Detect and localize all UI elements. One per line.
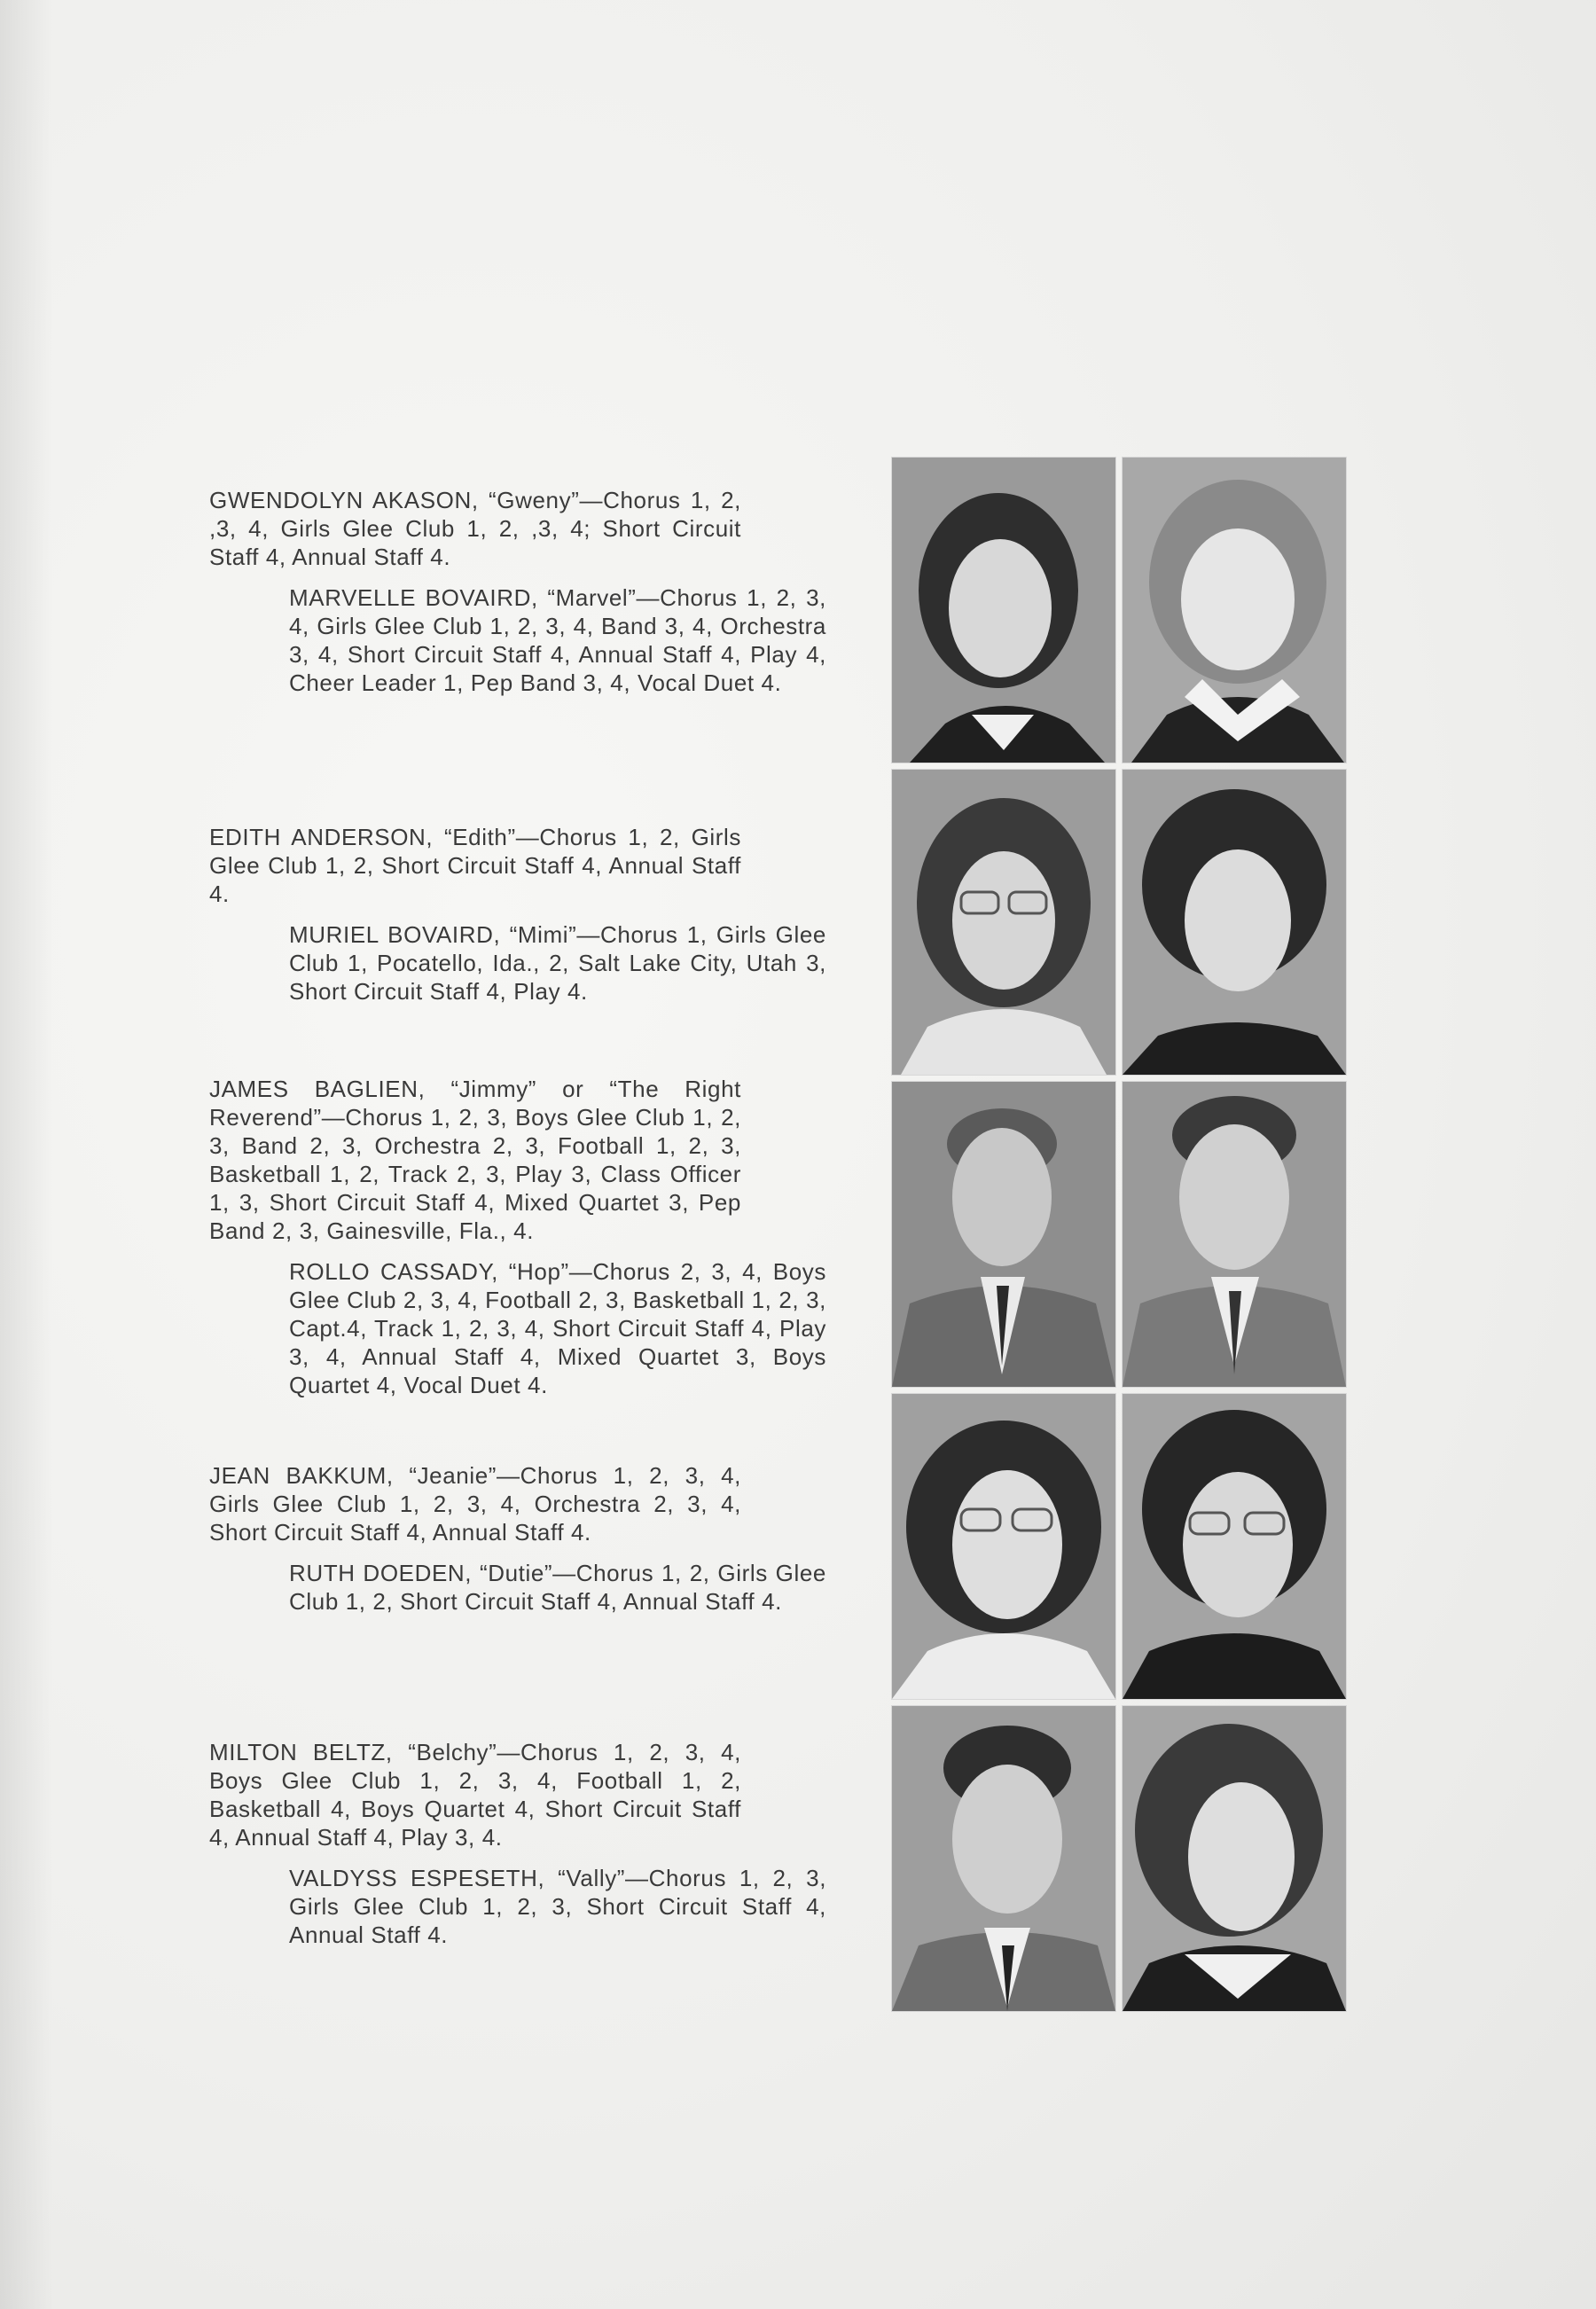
portrait-boy-icon	[1122, 1081, 1347, 1388]
bio-entry	[209, 823, 741, 908]
student-bio: “Belchy”—Chorus 1, 2, 3, 4, Boys Glee Club 1, 2, 3, 4, Football 1, 2, Basketball 4, Boys Quartet 4, Short Circuit Staff 4, Annual Staff 4, Play 3, 4.	[209, 1739, 741, 1851]
portrait-girl-glasses-icon	[891, 1393, 1116, 1700]
bio-pair-4	[209, 1461, 830, 1616]
bio-entry	[209, 1075, 741, 1245]
bio-entry	[209, 1461, 741, 1546]
student-name: MURIEL BOVAIRD,	[289, 921, 501, 948]
student-name: RUTH DOEDEN,	[289, 1560, 473, 1586]
student-name: ROLLO CASSADY,	[289, 1258, 498, 1285]
portrait-girl-icon	[1122, 1705, 1347, 2012]
bio-pair-2	[209, 823, 830, 1006]
bio-entry	[289, 1864, 826, 1949]
student-name: MARVELLE BOVAIRD,	[289, 584, 538, 611]
bio-entry	[289, 920, 826, 1006]
student-bio: “Dutie”—Chorus 1, 2, Girls Glee Club 1, 2, Short Circuit Staff 4, Annual Staff 4.	[289, 1560, 826, 1615]
portrait-girl-icon	[1122, 769, 1347, 1076]
student-bio: “Mimi”—Chorus 1, Girls Glee Club 1, Pocatello, Ida., 2, Salt Lake City, Utah 3, Short Circuit Staff 4, Play 4.	[289, 921, 826, 1005]
student-name: EDITH ANDERSON,	[209, 824, 434, 850]
bio-entry	[289, 583, 826, 697]
student-bio: “Edith”—Chorus 1, 2, Girls Glee Club 1, 2, Short Circuit Staff 4, Annual Staff 4.	[209, 824, 741, 907]
student-bio: “Hop”—Chorus 2, 3, 4, Boys Glee Club 2, 3, 4, Football 2, 3, Basketball 1, 2, 3, Capt.4, Track 1, 2, 3, 4, Short Circuit Staff 4, Play 3, 4, Annual Staff 4, Mixed Quartet 3, Boys Quartet 4, Vocal Duet 4.	[289, 1258, 826, 1398]
bio-entry	[289, 1257, 826, 1399]
portrait-boy-icon	[891, 1081, 1116, 1388]
portrait-girl-icon	[891, 457, 1116, 763]
student-name: JEAN BAKKUM,	[209, 1462, 394, 1489]
bio-pair-1	[209, 486, 830, 697]
portrait-grid	[891, 457, 1352, 2017]
portrait-girl-glasses-icon	[1122, 1393, 1347, 1700]
bio-pair-3	[209, 1075, 830, 1399]
student-bio: “Vally”—Chorus 1, 2, 3, Girls Glee Club 1, 2, 3, Short Circuit Staff 4, Annual Staff 4.	[289, 1865, 827, 1948]
page-shadow	[0, 0, 53, 2309]
portrait-boy-icon	[891, 1705, 1116, 2012]
portrait-girl-glasses-icon	[891, 769, 1116, 1076]
bio-pair-5	[209, 1738, 830, 1949]
bio-entry	[209, 486, 741, 571]
bio-entry	[209, 1738, 741, 1851]
student-bio: “Jimmy” or “The Right Reverend”—Chorus 1, 2, 3, Boys Glee Club 1, 2, 3, Band 2, 3, Orchestra 2, 3, Football 1, 2, 3, Basketball 1, 2, Track 2, 3, Play 3, Class Officer 1, 3, Short Circuit Staff 4, Mixed Quartet 3, Pep Band 2, 3, Gainesville, Fla., 4.	[209, 1076, 741, 1244]
student-name: MILTON BELTZ,	[209, 1739, 393, 1765]
student-name: GWENDOLYN AKASON,	[209, 487, 479, 513]
student-bio: “Marvel”—Chorus 1, 2, 3, 4, Girls Glee Club 1, 2, 3, 4, Band 3, 4, Orchestra 3, 4, Short Circuit Staff 4, Annual Staff 4, Play 4, Cheer Leader 1, Pep Band 3, 4, Vocal Duet 4.	[289, 584, 826, 696]
student-name: VALDYSS ESPESETH,	[289, 1865, 545, 1891]
student-name: JAMES BAGLIEN,	[209, 1076, 426, 1102]
student-bio: “Gweny”—Chorus 1, 2, ,3, 4, Girls Glee Club 1, 2, ,3, 4; Short Circuit Staff 4, Annual Staff 4.	[209, 487, 741, 570]
portrait-girl-icon	[1122, 457, 1347, 763]
bio-entry	[289, 1559, 826, 1616]
student-bio: “Jeanie”—Chorus 1, 2, 3, 4, Girls Glee Club 1, 2, 3, 4, Orchestra 2, 3, 4, Short Circuit Staff 4, Annual Staff 4.	[209, 1462, 742, 1546]
